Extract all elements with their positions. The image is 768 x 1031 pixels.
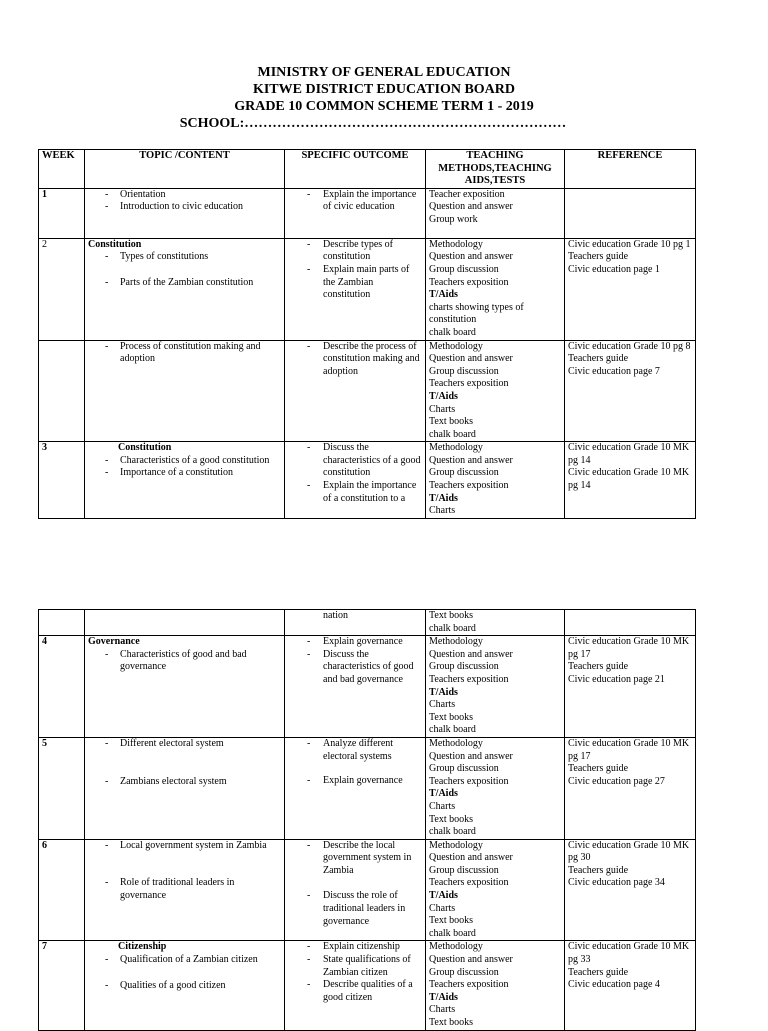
reference-cell — [565, 636, 696, 738]
table-header-row — [39, 150, 696, 189]
aids-label: T/Aids — [429, 289, 458, 301]
aid-line: chalk board — [429, 428, 476, 440]
table-row — [39, 941, 696, 1031]
method-line: Question and answer — [429, 954, 513, 966]
method-line: Question and answer — [429, 251, 513, 263]
method-line: Methodology — [429, 238, 483, 250]
reference-line: Civic education Grade 10 MK pg 30 — [568, 839, 690, 864]
list-item: - Discuss the role of traditional leaders in governance — [288, 890, 422, 928]
col-week: WEEK — [39, 150, 85, 189]
method-line: Teacher exposition — [429, 188, 505, 200]
outcome-cell — [285, 442, 426, 519]
aid-line: Text books — [429, 711, 474, 723]
list-item: - Types of constitutions — [88, 251, 281, 264]
method-line: Teachers exposition — [429, 877, 509, 889]
method-line: Methodology — [429, 442, 483, 454]
method-line: Group work — [429, 213, 478, 225]
method-line: Question and answer — [429, 648, 513, 660]
list-item: - Explain governance — [288, 636, 422, 649]
topic-cell — [85, 737, 285, 839]
reference-line: Civic education Grade 10 pg 8 — [568, 340, 691, 352]
method-line: Group discussion — [429, 467, 499, 479]
aids-label: T/Aids — [429, 492, 458, 504]
list-item: - Introduction to civic education — [88, 201, 281, 214]
reference-cell — [565, 188, 696, 238]
table-row — [39, 238, 696, 340]
list-item: - Parts of the Zambian constitution — [88, 277, 281, 290]
week-number: 4 — [39, 636, 85, 738]
topic-cell — [85, 636, 285, 738]
topic-cell — [85, 238, 285, 340]
col-outcome: SPECIFIC OUTCOME — [285, 150, 426, 189]
topic-cell — [85, 442, 285, 519]
methods-cell — [426, 188, 565, 238]
table-row — [39, 442, 696, 519]
methods-cell — [426, 610, 565, 636]
aid-line: Charts — [429, 699, 456, 711]
reference-line: Teachers guide — [568, 251, 629, 263]
methods-cell — [426, 238, 565, 340]
methods-cell — [426, 636, 565, 738]
reference-cell — [565, 238, 696, 340]
table-row — [39, 340, 696, 442]
list-item: - Orientation — [88, 189, 281, 202]
table-row — [39, 839, 696, 941]
list-item: - Qualities of a good citizen — [88, 980, 281, 993]
list-item: - Qualification of a Zambian citizen — [88, 954, 281, 967]
reference-line: Teachers guide — [568, 864, 629, 876]
method-line: Group discussion — [429, 966, 499, 978]
reference-line: Civic education page 34 — [568, 877, 665, 889]
reference-line: Teachers guide — [568, 353, 629, 365]
list-item: - Zambians electoral system — [88, 776, 281, 789]
methods-cell — [426, 340, 565, 442]
method-line: Methodology — [429, 636, 483, 648]
aid-line: Text books — [429, 610, 474, 621]
scheme-table-page-1 — [38, 149, 696, 519]
aids-label: T/Aids — [429, 788, 458, 800]
topic-cell — [85, 610, 285, 636]
methods-cell — [426, 941, 565, 1031]
reference-line: Civic education page 7 — [568, 365, 660, 377]
reference-line: Civic education Grade 10 MK pg 17 — [568, 737, 690, 762]
aid-line: Text books — [429, 416, 474, 428]
week-number: 6 — [39, 839, 85, 941]
reference-line: Civic education Grade 10 MK pg 14 — [568, 467, 690, 492]
list-item: - Different electoral system — [88, 738, 281, 751]
aid-line: charts showing types of constitution — [429, 301, 524, 326]
reference-line: Civic education Grade 10 pg 1 — [568, 238, 691, 250]
topic-cell — [85, 188, 285, 238]
method-line: Teachers exposition — [429, 775, 509, 787]
reference-line: Teachers guide — [568, 763, 629, 775]
aid-line: chalk board — [429, 826, 476, 838]
list-item: - State qualifications of Zambian citizen — [288, 954, 422, 979]
list-item: - Characteristics of good and bad governance — [88, 649, 281, 674]
method-line: Group discussion — [429, 661, 499, 673]
week-number: 3 — [39, 442, 85, 519]
topic-title: Governance — [88, 636, 140, 648]
week-number — [39, 610, 85, 636]
aid-line: chalk board — [429, 622, 476, 634]
aid-line: Charts — [429, 902, 456, 914]
reference-cell — [565, 340, 696, 442]
list-item: - Analyze different electoral systems — [288, 738, 422, 763]
list-item: - Explain governance — [288, 775, 422, 788]
topic-cell — [85, 839, 285, 941]
aid-line: Text books — [429, 1017, 474, 1028]
list-item: - Importance of a constitution — [88, 467, 281, 480]
list-item: - Describe types of constitution — [288, 239, 422, 264]
scheme-title: GRADE 10 COMMON SCHEME TERM 1 - 2019 — [234, 99, 534, 114]
table-row — [39, 610, 696, 636]
list-item: - Describe the process of constitution making and adoption — [288, 341, 422, 379]
outcome-cell — [285, 188, 426, 238]
outcome-continuation: nation — [323, 610, 348, 621]
topic-title: Citizenship — [118, 941, 167, 953]
list-item: - Process of constitution making and adoption — [88, 341, 281, 366]
reference-line: Civic education Grade 10 MK pg 17 — [568, 636, 690, 660]
outcome-cell — [285, 737, 426, 839]
aid-line: Text books — [429, 915, 474, 927]
list-item: - Role of traditional leaders in governance — [88, 877, 281, 902]
list-item: - Explain main parts of the Zambian constitution — [288, 264, 422, 302]
week-number: 5 — [39, 737, 85, 839]
aid-line: Charts — [429, 403, 456, 415]
outcome-cell — [285, 238, 426, 340]
outcome-cell — [285, 340, 426, 442]
list-item: - Explain the importance of civic education — [288, 189, 422, 214]
aid-line: chalk board — [429, 927, 476, 939]
method-line: Question and answer — [429, 353, 513, 365]
method-line: Question and answer — [429, 852, 513, 864]
aids-label: T/Aids — [429, 686, 458, 698]
method-line: Methodology — [429, 941, 483, 953]
reference-cell — [565, 442, 696, 519]
method-line: Methodology — [429, 737, 483, 749]
table-row — [39, 636, 696, 738]
outcome-cell — [285, 839, 426, 941]
week-number: 1 — [39, 188, 85, 238]
col-topic: TOPIC /CONTENT — [85, 150, 285, 189]
reference-line: Civic education page 4 — [568, 979, 660, 991]
topic-cell — [85, 340, 285, 442]
method-line: Question and answer — [429, 454, 513, 466]
list-item: - Discuss the characteristics of good and bad governance — [288, 649, 422, 687]
reference-cell — [565, 941, 696, 1031]
method-line: Methodology — [429, 340, 483, 352]
list-item: - Describe qualities of a good citizen — [288, 979, 422, 1004]
aids-label: T/Aids — [429, 890, 458, 902]
aid-line: Charts — [429, 1004, 456, 1016]
reference-line: Teachers guide — [568, 661, 629, 673]
week-number: 7 — [39, 941, 85, 1031]
reference-line: Teachers guide — [568, 966, 629, 978]
aid-line: Charts — [429, 505, 456, 517]
reference-cell — [565, 610, 696, 636]
method-line: Question and answer — [429, 750, 513, 762]
method-line: Question and answer — [429, 201, 513, 213]
method-line: Group discussion — [429, 864, 499, 876]
method-line: Methodology — [429, 839, 483, 851]
outcome-cell — [285, 941, 426, 1031]
topic-cell — [85, 941, 285, 1031]
scheme-table-page-2 — [38, 609, 696, 1031]
aid-line: chalk board — [429, 724, 476, 736]
reference-line: Civic education page 1 — [568, 263, 660, 275]
method-line: Teachers exposition — [429, 673, 509, 685]
method-line: Group discussion — [429, 763, 499, 775]
ministry-title: MINISTRY OF GENERAL EDUCATION — [257, 65, 511, 80]
reference-line: Civic education page 27 — [568, 775, 665, 787]
list-item: - Characteristics of a good constitution — [88, 455, 281, 468]
list-item: - Explain citizenship — [288, 941, 422, 954]
list-item: - Discuss the characteristics of a good constitution — [288, 442, 422, 480]
outcome-cell — [285, 636, 426, 738]
document-header — [0, 64, 768, 132]
table-row — [39, 737, 696, 839]
methods-cell — [426, 737, 565, 839]
outcome-cell — [285, 610, 426, 636]
aid-line: Charts — [429, 800, 456, 812]
board-title: KITWE DISTRICT EDUCATION BOARD — [252, 82, 516, 97]
list-item: - Local government system in Zambia — [88, 840, 281, 853]
topic-title: Constitution — [88, 238, 142, 250]
aid-line: Text books — [429, 813, 474, 825]
table-row — [39, 188, 696, 238]
method-line: Teachers exposition — [429, 276, 509, 288]
reference-line: Civic education Grade 10 MK pg 14 — [568, 442, 690, 466]
col-methods: TEACHING METHODS,TEACHING AIDS,TESTS — [426, 150, 565, 189]
method-line: Group discussion — [429, 365, 499, 377]
reference-cell — [565, 839, 696, 941]
reference-line: Civic education Grade 10 MK pg 33 — [568, 941, 690, 966]
aid-line: chalk board — [429, 326, 476, 338]
list-item: - Describe the local government system in Zambia — [288, 840, 422, 878]
col-reference: REFERENCE — [565, 150, 696, 189]
week-number: 2 — [39, 238, 85, 340]
reference-cell — [565, 737, 696, 839]
topic-title: Constitution — [118, 442, 172, 454]
methods-cell — [426, 839, 565, 941]
school-line: SCHOOL:…………………………………………………………… — [179, 116, 567, 131]
aids-label: T/Aids — [429, 390, 458, 402]
aids-label: T/Aids — [429, 991, 458, 1003]
method-line: Teachers exposition — [429, 378, 509, 390]
week-number — [39, 340, 85, 442]
method-line: Teachers exposition — [429, 480, 509, 492]
list-item: - Explain the importance of a constitution to a — [288, 480, 422, 505]
method-line: Teachers exposition — [429, 979, 509, 991]
methods-cell — [426, 442, 565, 519]
method-line: Group discussion — [429, 263, 499, 275]
reference-line: Civic education page 21 — [568, 673, 665, 685]
